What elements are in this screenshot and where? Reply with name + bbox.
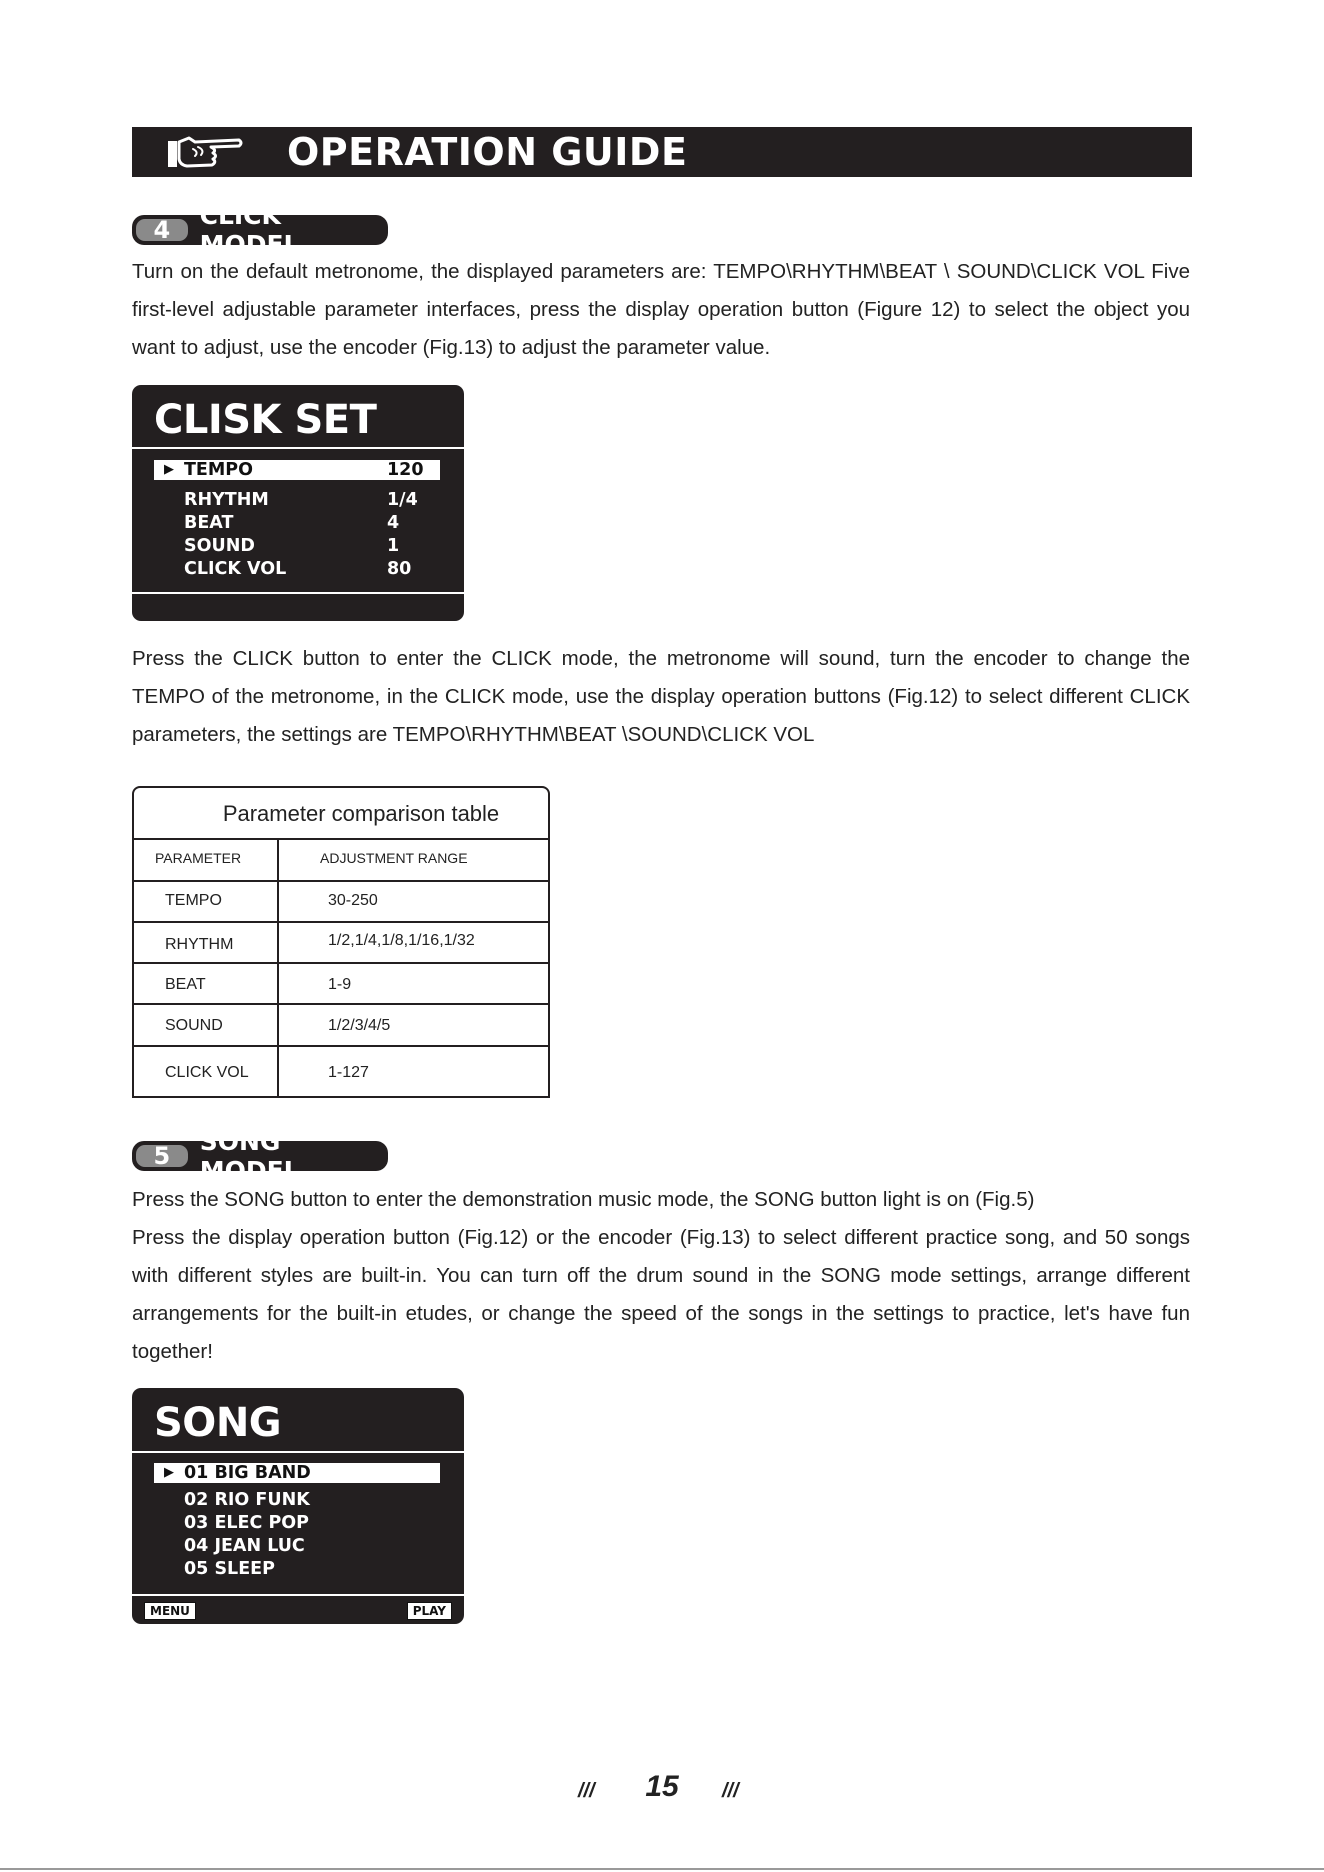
screen-title: CLISK SET <box>154 397 377 443</box>
song-list-item-selected: ▶ 01 BIG BAND <box>154 1463 440 1483</box>
screen-divider <box>132 1594 464 1596</box>
selection-arrow-icon: ▶ <box>164 462 174 477</box>
song-screen <box>132 1388 464 1624</box>
table-cell: SOUND <box>165 1017 223 1034</box>
song-paragraph-2: Press the display operation button (Fig.12) or the encoder (Fig.13) to select different practice song, and 50 songs with different styles are built-in. You can turn off the drum sound in the SONG mode settings, arrange different arrangements for the built-in etudes, or change the speed of the songs in the settings to practice, let's have fun together! <box>132 1226 1190 1363</box>
table-cell: 1-127 <box>328 1064 369 1081</box>
section-heading-click <box>132 201 388 259</box>
screen-divider <box>132 1451 464 1453</box>
table-rule <box>134 921 548 923</box>
section-title: SONG MODEL <box>199 1127 300 1185</box>
section-heading-song <box>132 1127 388 1185</box>
table-header-parameter: PARAMETER <box>155 850 242 866</box>
table-cell: 1/2,1/4,1/8,1/16,1/32 <box>328 932 475 949</box>
song-list-item: 05 SLEEP <box>184 1559 275 1579</box>
click-settings-screen <box>132 385 464 621</box>
song-list-item: 04 JEAN LUC <box>184 1536 305 1556</box>
selection-arrow-icon: ▶ <box>164 1465 174 1480</box>
page-footer <box>0 1768 1324 1812</box>
footer-mark-left: /// <box>578 1780 595 1802</box>
screen-title: SONG <box>154 1400 282 1446</box>
table-rule <box>134 1045 548 1047</box>
table-rule <box>134 838 548 840</box>
table-cell: TEMPO <box>165 892 222 909</box>
table-cell: RHYTHM <box>165 936 234 953</box>
song-list-item: 03 ELEC POP <box>184 1513 309 1533</box>
screen-divider <box>132 592 464 594</box>
table-cell: 1/2/3/4/5 <box>328 1017 391 1034</box>
table-caption: Parameter comparison table <box>222 801 500 826</box>
table-rule <box>134 1003 548 1005</box>
menu-softkey: MENU <box>144 1602 196 1620</box>
table-rule <box>134 880 548 882</box>
screen-divider <box>132 447 464 449</box>
table-cell: BEAT <box>165 976 206 993</box>
song-list-item: 02 RIO FUNK <box>184 1490 310 1510</box>
song-paragraph-1: Press the SONG button to enter the demonstration music mode, the SONG button light is on (Fig.5) <box>132 1188 1035 1211</box>
table-rule <box>134 962 548 964</box>
page-number: 15 <box>645 1770 679 1803</box>
table-column-rule <box>277 840 279 1096</box>
table-cell: 1-9 <box>328 976 352 993</box>
page-title: OPERATION GUIDE <box>287 130 688 174</box>
section-banner <box>132 127 1192 177</box>
click-description-paragraph: Press the CLICK button to enter the CLICK mode, the metronome will sound, turn the encoder to change the TEMPO of the metronome, in the CLICK mode, use the display operation buttons (Fig.12) to select different CLICK parameters, the settings are TEMPO\RHYTHM\BEAT \SOUND\CLICK VOL <box>132 647 1190 746</box>
screen-row-selected: ▶ TEMPO 120 <box>154 460 440 480</box>
pointing-hand-icon <box>165 132 245 172</box>
section-number: 4 <box>136 219 188 241</box>
screen-row: RHYTHM 1/4 <box>184 490 418 510</box>
screen-row: CLICK VOL 80 <box>184 559 412 579</box>
section-number: 5 <box>136 1145 188 1167</box>
click-intro-paragraph: Turn on the default metronome, the displayed parameters are: TEMPO\RHYTHM\BEAT \ SOUND\CLICK VOL Five first-level adjustable parameter interfaces, press the display operation button (Figure 12) to select the object you want to adjust, use the encoder (Fig.13) to adjust the parameter value. <box>132 260 1190 359</box>
section-title: CLICK MODEL <box>199 201 300 259</box>
page-bottom-rule <box>0 1868 1324 1870</box>
parameter-table <box>132 786 550 1098</box>
screen-row: SOUND 1 <box>184 536 400 556</box>
screen-row: BEAT 4 <box>184 513 400 533</box>
table-header-range: ADJUSTMENT RANGE <box>320 850 468 866</box>
footer-mark-right: /// <box>722 1780 739 1802</box>
table-cell: CLICK VOL <box>165 1064 249 1081</box>
table-cell: 30-250 <box>328 892 378 909</box>
play-softkey: PLAY <box>407 1602 452 1620</box>
